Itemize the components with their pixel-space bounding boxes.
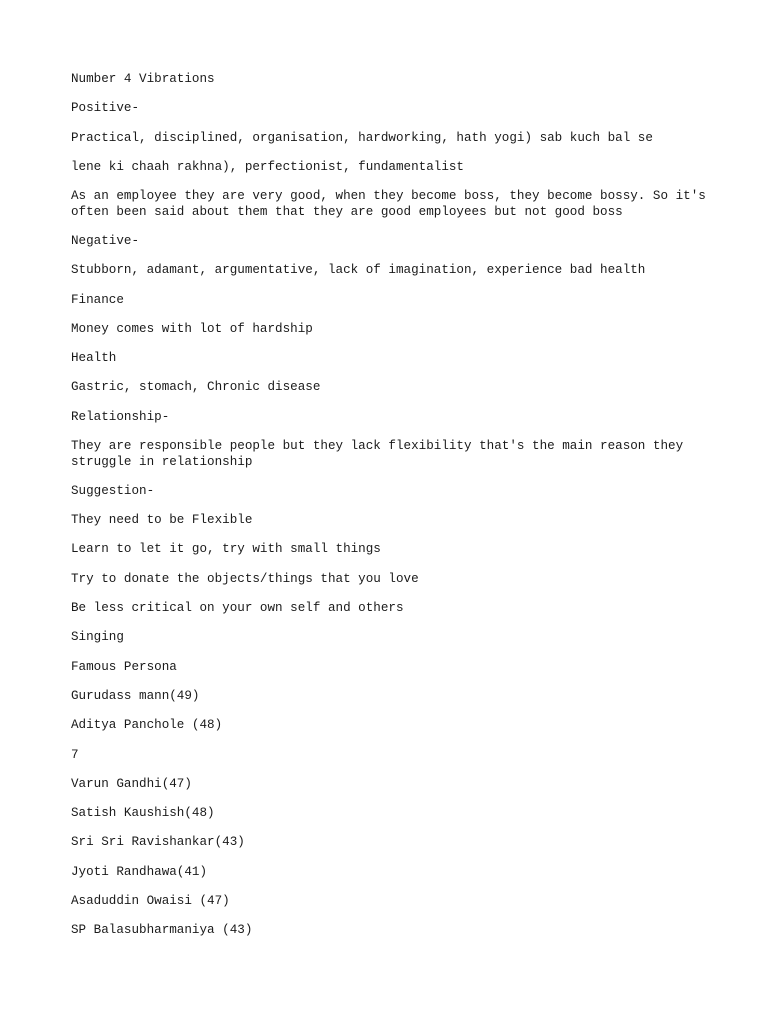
famous-person-item: Gurudass mann(49) — [71, 688, 200, 703]
finance-text: Money comes with lot of hardship — [71, 321, 313, 336]
finance-heading: Finance — [71, 292, 124, 307]
health-text: Gastric, stomach, Chronic disease — [71, 380, 321, 395]
suggestion-item: They need to be Flexible — [71, 513, 253, 528]
famous-person-item: Aditya Panchole (48) — [71, 718, 223, 733]
suggestion-heading: Suggestion- — [71, 483, 155, 498]
health-heading: Health — [71, 351, 117, 366]
famous-person-item: Jyoti Randhawa(41) — [71, 864, 208, 879]
famous-person-item: Sri Sri Ravishankar(43) — [71, 835, 245, 850]
relationship-heading: Relationship- — [71, 409, 170, 424]
famous-persona-heading: Famous Persona — [71, 659, 177, 674]
suggestion-item: Singing — [71, 630, 124, 645]
document-title: Number 4 Vibrations — [71, 72, 215, 86]
famous-person-item: SP Balasubharmaniya (43) — [71, 923, 253, 938]
suggestion-item: Try to donate the objects/things that you love — [71, 571, 419, 586]
positive-traits-line-1: Practical, disciplined, organisation, hardworking, hath yogi) sab kuch bal se — [71, 130, 653, 145]
suggestion-item: Be less critical on your own self and others — [71, 601, 404, 616]
famous-person-item: Varun Gandhi(47) — [71, 776, 192, 791]
famous-person-item: Asaduddin Owaisi (47) — [71, 894, 230, 909]
positive-heading: Positive- — [71, 101, 140, 116]
negative-traits: Stubborn, adamant, argumentative, lack of imagination, experience bad health — [71, 263, 646, 278]
positive-traits-line-2: lene ki chaah rakhna), perfectionist, fundamentalist — [71, 159, 464, 174]
suggestion-item: Learn to let it go, try with small things — [71, 542, 381, 557]
famous-person-item: Satish Kaushish(48) — [71, 806, 215, 821]
negative-heading: Negative- — [71, 233, 140, 248]
document-body — [71, 72, 711, 939]
relationship-paragraph: They are responsible people but they lack flexibility that's the main reason they struggle in relationship — [71, 439, 684, 469]
famous-person-item: 7 — [71, 747, 79, 762]
employee-paragraph: As an employee they are very good, when they become boss, they become bossy. So it's often been said about them that they are good employees but not good boss — [71, 189, 706, 219]
